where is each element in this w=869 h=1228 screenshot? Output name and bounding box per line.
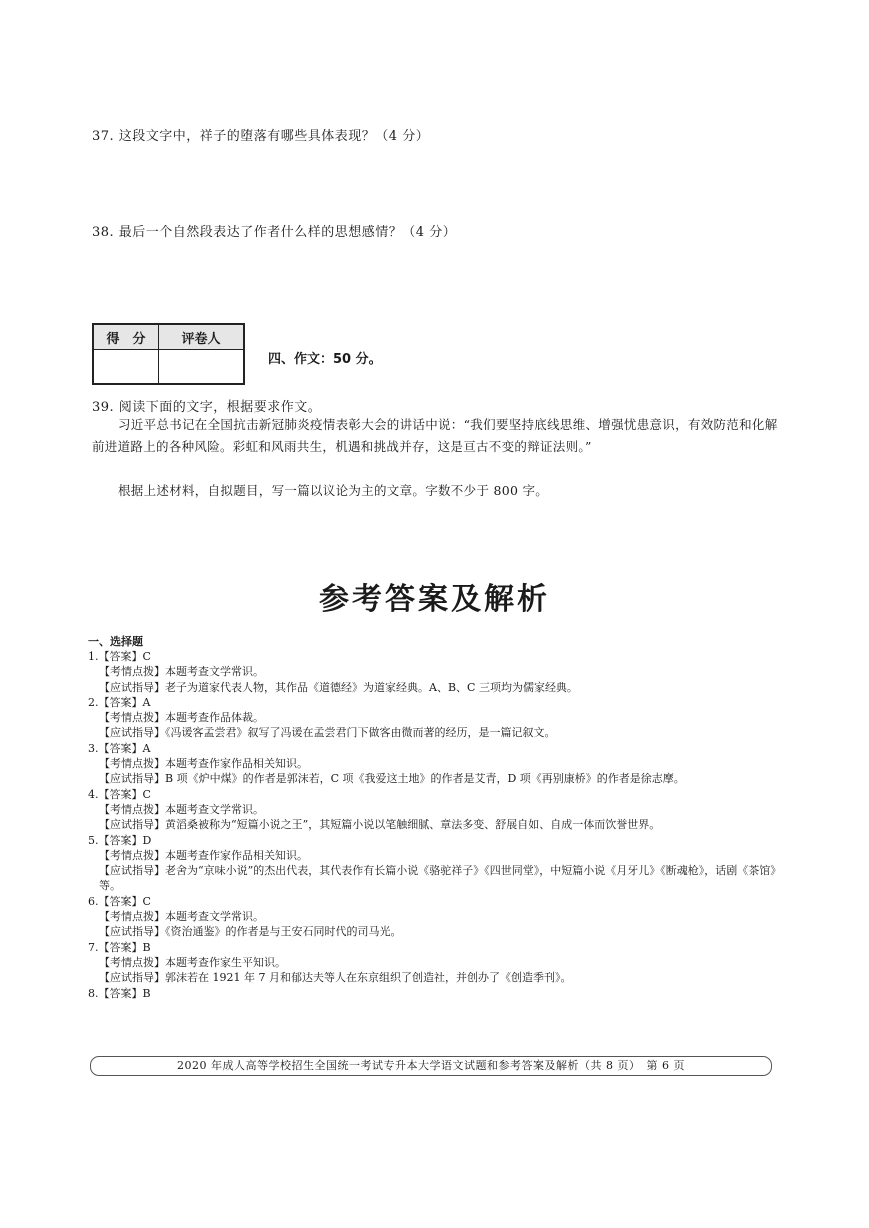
answer-line: 【考情点拨】本题考查作家作品相关知识。 [99,757,308,771]
answer-line: 6.【答案】C [88,894,151,908]
answer-line: 【应试指导】B 项《炉中煤》的作者是郭沫若，C 项《我爱这土地》的作者是艾青，D 项《再别康桥》的作者是徐志摩。 [99,772,685,786]
answer-line: 8.【答案】B [88,986,151,1000]
question-39-title: 39. 阅读下面的文字，根据要求作文。 [92,400,322,415]
question-38: 38. 最后一个自然段表达了作者什么样的思想感情？（4 分） [92,225,457,240]
answer-line: 【应试指导】老子为道家代表人物，其作品《道德经》为道家经典。A、B、C 三项均为儒家经典。 [99,680,578,694]
answer-line: 3.【答案】A [88,741,151,755]
answer-line: 1.【答案】C [88,650,151,663]
answer-title: 参考答案及解析 [319,582,550,617]
page-footer: 2020 年成人高等学校招生全国统一考试专升本大学语文试题和参考答案及解析（共 8 页） 第 6 页 [90,1056,772,1076]
answer-line: 【应试指导】郭沫若在 1921 年 7 月和郁达夫等人在东京组织了创造社，并创办了《创造季刊》。 [99,971,572,985]
answer-line: 【考情点拨】本题考查文学常识。 [99,910,264,924]
question-39-requirement: 根据上述材料，自拟题目，写一篇以议论为主的文章。字数不少于 800 字。 [118,483,549,498]
score-cell [93,350,159,385]
answer-line: 5.【答案】D [88,833,152,847]
answer-line: 【考情点拨】本题考查作品体裁。 [99,711,264,725]
answer-line: 【考情点拨】本题考查作家生平知识。 [99,955,286,969]
grader-cell [159,350,245,385]
section-four-heading: 四、作文：50 分。 [268,352,382,367]
question-37: 37. 这段文字中，祥子的堕落有哪些具体表现？（4 分） [92,129,430,144]
answer-section-heading: 一、选择题 [88,635,143,648]
answer-line: 2.【答案】A [88,695,151,709]
answer-line: 【考情点拨】本题考查作家作品相关知识。 [99,848,308,862]
answer-line: 【应试指导】老舍为“京味小说”的杰出代表，其代表作有长篇小说《骆驼祥子》《四世同堂》，中短篇小说《月牙儿》《断魂枪》，话剧《茶馆》等。 [99,864,776,893]
answer-line: 【应试指导】《冯谖客孟尝君》叙写了冯谖在孟尝君门下做客由微而著的经历，是一篇记叙文。 [99,726,556,740]
answer-line: 【应试指导】《资治通鉴》的作者是与王安石同时代的司马光。 [99,925,402,939]
question-39-material: 习近平总书记在全国抗击新冠肺炎疫情表彰大会的讲话中说：“我们要坚持底线思维、增强忧患意识，有效防范和化解前进道路上的各种风险。彩虹和风雨共生，机遇和挑战并存，这是亘古不变的辩证法则。” [92,417,778,454]
score-table [92,323,245,385]
answer-list [88,634,778,1001]
answer-line: 4.【答案】C [88,787,151,801]
answer-line: 【考情点拨】本题考查文学常识。 [99,665,264,679]
answer-line: 【考情点拨】本题考查文学常识。 [99,802,264,816]
score-header: 得 分 [93,324,159,350]
answer-line: 【应试指导】黄滔桑被称为“短篇小说之王”，其短篇小说以笔触细腻、章法多变、舒展自如、自成一体而饮誉世界。 [99,818,661,832]
answer-line: 7.【答案】B [88,940,151,954]
grader-header: 评卷人 [159,324,245,350]
